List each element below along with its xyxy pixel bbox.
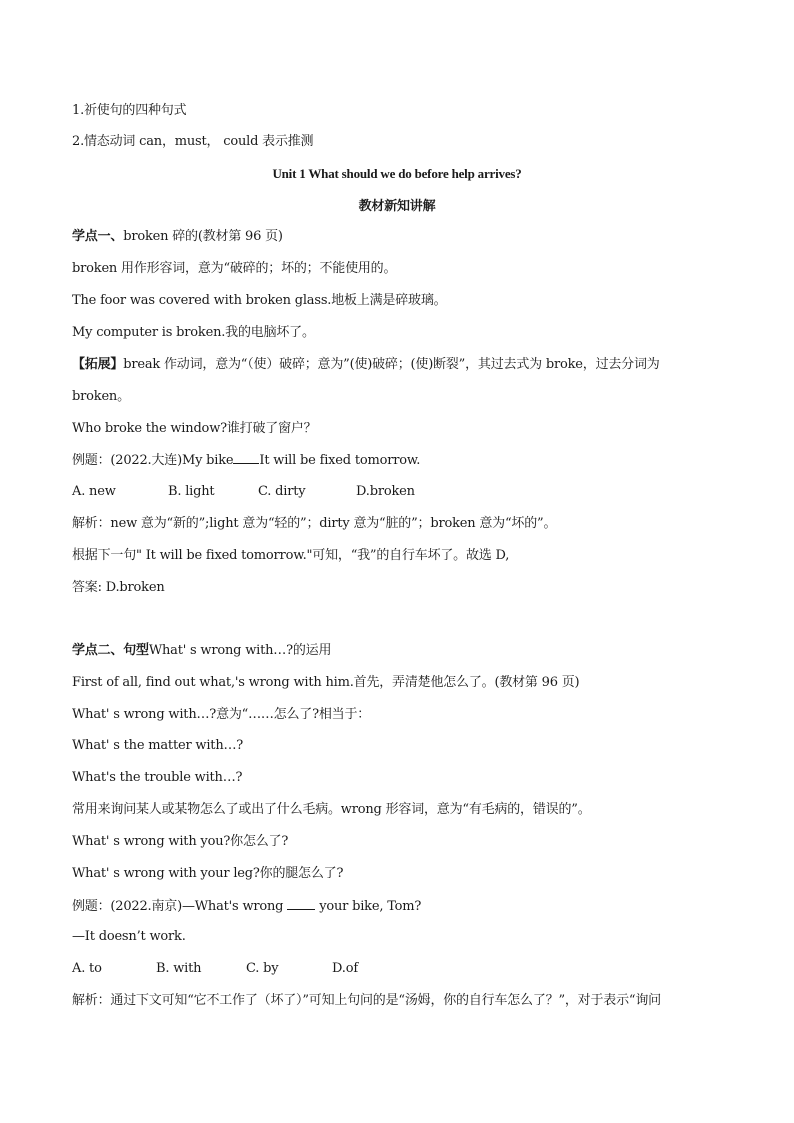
point2-analysis: 解析：通过下文可知“它不工作了（坏了）”可知上句问的是“汤姆，你的自行车怎么了？”，对于表示“询问 <box>72 993 661 1008</box>
point1-analysis-2: 根据下一句" It will be fixed tomorrow."可知，“我”的自行车坏了。故选 D, <box>72 548 510 563</box>
point1-line-2: The foor was covered with broken glass.地板上满是碎玻璃。 <box>72 293 447 308</box>
option-d: D.broken <box>356 484 415 499</box>
option-d: D.of <box>332 961 358 976</box>
point2-line-5: 常用来询问某人或某物怎么了或出了什么毛病。wrong 形容词，意为“有毛病的，错误的”。 <box>72 802 591 817</box>
unit-title: Unit 1 What should we do before help arrives? <box>272 166 522 181</box>
extension-tag: 【拓展】 <box>72 357 124 372</box>
point1-example <box>72 451 734 470</box>
point2-example <box>72 897 734 916</box>
option-c: C. dirty <box>258 484 306 499</box>
point1-extension-cont: broken。 <box>72 389 130 404</box>
option-a: A. new <box>72 484 116 499</box>
option-c: C. by <box>246 961 279 976</box>
point1-options <box>72 483 734 501</box>
point1-heading-text: broken 碎的(教材第 96 页) <box>123 229 283 244</box>
point1-heading <box>72 228 734 246</box>
point2-reply: —It doesn’t work. <box>72 929 186 944</box>
answer-blank <box>287 897 315 910</box>
point1-line-1: broken 用作形容词，意为“破碎的；坏的；不能使用的。 <box>72 261 397 276</box>
option-a: A. to <box>72 961 102 976</box>
intro-item-2: 2.情态动词 can，must， could 表示推测 <box>72 134 314 149</box>
point1-heading-label: 学点一、 <box>72 229 124 244</box>
point2-line-4: What's the trouble with…? <box>72 770 243 785</box>
intro-item-1: 1.祈使句的四种句式 <box>72 103 187 118</box>
example-prefix: 例题：(2022.南京)—What's wrong <box>72 899 284 914</box>
point1-line-3: My computer is broken.我的电脑坏了。 <box>72 325 315 340</box>
point1-analysis-1: 解析：new 意为“新的”;light 意为“轻的”；dirty 意为“脏的”；broken 意为“坏的”。 <box>72 516 557 531</box>
point2-heading-text: What' s wrong with…?的运用 <box>148 643 332 658</box>
option-b: B. with <box>156 961 202 976</box>
point2-heading <box>72 642 734 660</box>
point2-line-3: What' s the matter with…? <box>72 738 244 753</box>
point2-line-6: What' s wrong with you?你怎么了? <box>72 834 289 849</box>
point2-heading-label: 学点二、句型 <box>72 643 149 658</box>
point2-line-1: First of all, find out what,'s wrong with him.首先，弄清楚他怎么了。(教材第 96 页) <box>72 675 580 690</box>
example-suffix: It will be fixed tomorrow. <box>259 453 421 468</box>
point1-extension <box>72 356 734 374</box>
extension-text: break 作动词，意为“（使）破碎；意为”(使)破碎；(使)断裂”，其过去式为 broke，过去分词为 <box>123 357 660 372</box>
point2-options <box>72 960 734 978</box>
example-prefix: 例题：(2022.大连)My bike <box>72 453 234 468</box>
point1-answer: 答案: D.broken <box>72 580 165 595</box>
point1-line-5: Who broke the window?谁打破了窗户？ <box>72 421 317 436</box>
point2-line-2: What' s wrong with…?意为“……怎么了?相当于： <box>72 707 371 722</box>
section-title: 教材新知讲解 <box>358 198 436 213</box>
point2-line-7: What' s wrong with your leg?你的腿怎么了? <box>72 866 344 881</box>
option-b: B. light <box>168 484 215 499</box>
answer-blank <box>233 451 259 464</box>
example-suffix: your bike, Tom? <box>319 899 422 914</box>
